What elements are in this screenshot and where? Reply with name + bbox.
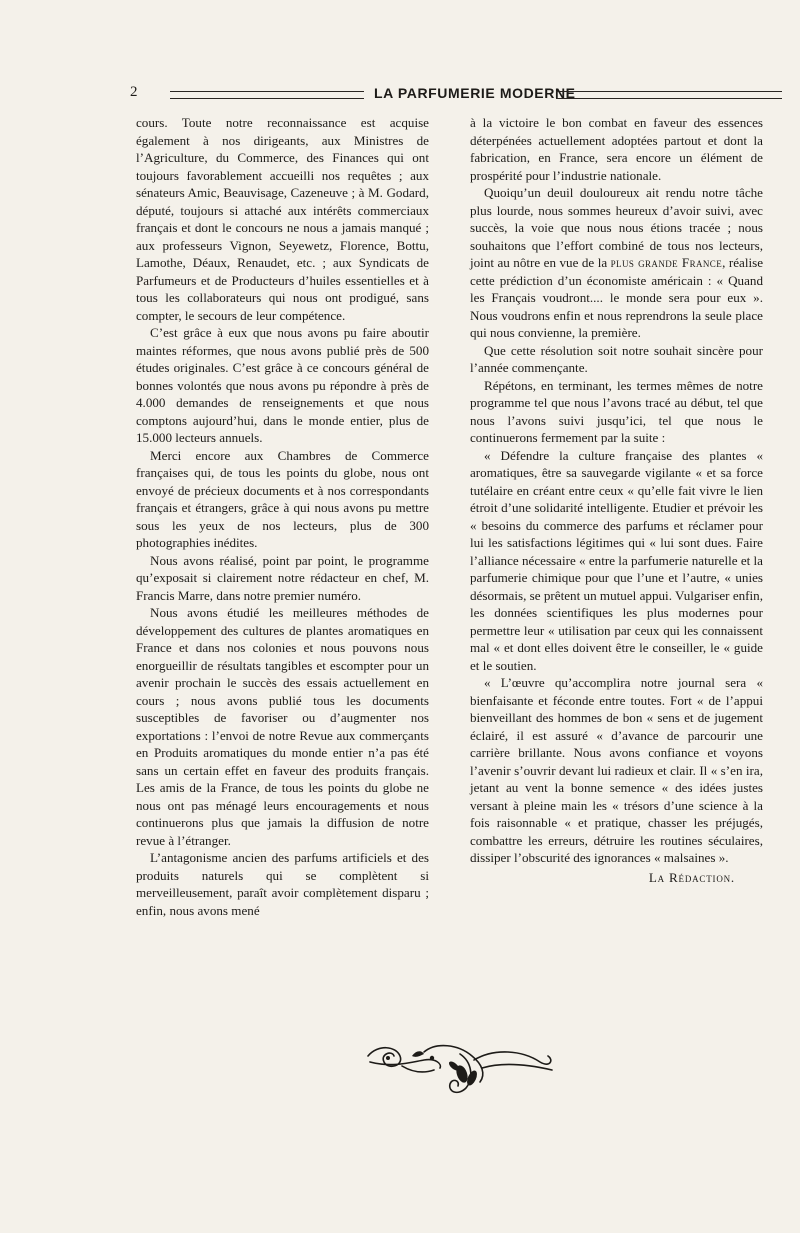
program-quote: « Défendre la culture française des plantes « aromatiques, être sa sauvegarde vigilante « et sa force tutélaire en créant entre ceux « qu’elle fait vivre le lien étroit d’une solidarité intelligente. Etudier et prévoir les « besoins du commerce des parfums et réclamer pour lui les satisfactions légitimes qui « lui sont dues. Faire l’alliance nécessaire « entre la parfumerie naturelle et la parfumerie chimique pour que l’une et l’autre, « unies désormais, se prêtent un mutuel appui. Vulgariser enfin, les données scientifiques les plus modernes pour permettre leur « utilisation par ceux qui les connaissent mal « et dont elles doivent être le conseiller, le « guide et le soutien. xyxy=(470,447,763,673)
signature: La Rédaction. xyxy=(648,869,735,885)
header-rule-left xyxy=(170,91,364,99)
paragraph: Nous avons étudié les meilleures méthodes de développement des cultures de plantes aromatiques en France et dans nos colonies et nous pouvons nous enorgueillir de résultats tangibles et escompter pour un avenir prochain le succès des essais actuellement en cours ; nous avons publié tous les documents susceptibles de favoriser ou d’augmenter nos exportations : l’envoi de notre Revue aux commerçants en Produits aromatiques du monde entier n’a pas été sans un certain effet en faveur des produits français. Les amis de la France, de tous les points du globe ne nous ont pas ménagé leurs encouragements et nous continuerons plus que jamais la diffusion de notre revue à l’étranger. xyxy=(136,605,429,848)
program-quote: « L’œuvre qu’accomplira notre journal sera « bienfaisante et féconde entre toutes. Fort « de l’appui bienveillant des hommes de bon « sens et de jugement éclairé, il est assuré « d’avance de parcourir une carrière brillante. Nous avons confiance et voyons l’avenir s’ouvrir devant lui radieux et clair. Il « s’en ira, jetant au vent la bonne semence « des idées justes versant à pleine main les « trésors d’une science à la fois raisonnable « et pratique, chasser les préjugés, combattre les erreurs, détruire les routines séculaires, dissiper l’obscurité des ignorances « malsaines ». xyxy=(470,675,763,865)
plus-grande-france-smallcaps: plus grande France xyxy=(610,255,723,270)
right-column xyxy=(470,114,763,886)
paragraph: Merci encore aux Chambres de Commerce françaises qui, de tous les points du globe, nous ont envoyé de précieux documents et à nos correspondants français et étrangers, grâce à qui nous avons pu mettre sous les yeux de nos lecteurs, plus de 300 photographies inédites. xyxy=(136,447,429,550)
paragraph: C’est grâce à eux que nous avons pu faire aboutir maintes réformes, que nous avons publié près de 500 études originales. C’est grâce à ce concours général de bonnes volontés que nous avons pu répondre à près de 4.000 demandes de renseignements et que nous comptons aujourd’hui, dans le monde entier, plus de 15.000 lecteurs annuels. xyxy=(136,325,429,445)
running-title: LA PARFUMERIE MODERNE xyxy=(374,85,576,101)
paragraph-text: , réalise cette prédiction d’un économiste américain : « Quand les Français voudront.... le monde sera pour eux ». Nous voudrons enfin et nous reprendrons la seule place qui nous convienne, la première. xyxy=(470,255,764,340)
paragraph: à la victoire le bon combat en faveur des essences déterpénées actuellement adoptées partout et dont la fabrication, en France, sera encore un élément de prospérité pour l’industrie nationale. xyxy=(470,115,763,183)
floral-flourish-ornament-icon xyxy=(362,1038,562,1100)
page-header xyxy=(130,84,782,106)
paragraph xyxy=(470,184,763,342)
paragraph: cours. Toute notre reconnaissance est acquise également à nos dirigeants, aux Ministres de l’Agriculture, du Commerce, des Finances qui ont toujours favorablement accueilli nos requêtes ; aux sénateurs Amic, Beauvisage, Cazeneuve ; à M. Godard, député, toujours si attaché aux intérêts commerciaux français et dont le concours ne nous a jamais manqué ; aux professeurs Vignon, Seyewetz, Florence, Bottu, Lamothe, Déaux, Renaudet, etc. ; aux Syndicats de Parfumeurs et de Producteurs d’huiles essentielles et à tous les collaborateurs qui nous ont prodigué, sans compter, le secours de leur compétence. xyxy=(136,115,429,323)
paragraph-text: Quoiqu’un deuil douloureux ait rendu notre tâche plus lourde, nous sommes heureux d’avoir suivi, avec succès, la voie que nous nous étions tracée ; nous souhaitons que l’effort combiné de tous nos lecteurs, joint au nôtre en vue de la xyxy=(470,185,763,270)
paragraph: Nous avons réalisé, point par point, le programme qu’exposait si clairement notre rédacteur en chef, M. Francis Marre, dans notre premier numéro. xyxy=(136,552,429,603)
header-rule-right xyxy=(556,91,782,99)
page-number: 2 xyxy=(130,84,138,100)
paragraph: Répétons, en terminant, les termes mêmes de notre programme tel que nous l’avons tracé au début, tel que nous l’avons suivi jusqu’ici, tel que nous le continuerons fermement par la suite : xyxy=(470,377,763,445)
paragraph: Que cette résolution soit notre souhait sincère pour l’année commençante. xyxy=(470,342,763,375)
paragraph: L’antagonisme ancien des parfums artificiels et des produits naturels qui se complètent si merveilleusement, paraît avoir complètement disparu ; enfin, nous avons mené xyxy=(136,850,429,918)
left-column xyxy=(136,114,429,919)
